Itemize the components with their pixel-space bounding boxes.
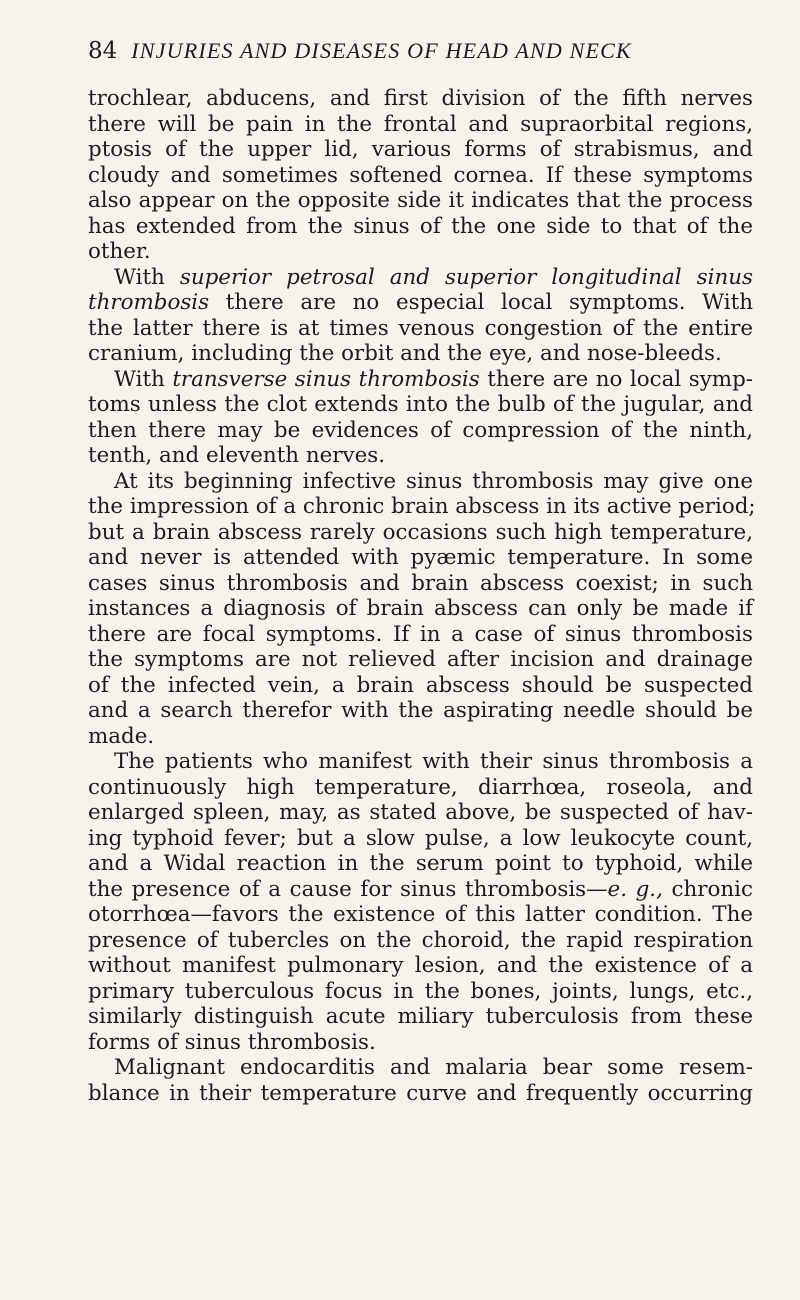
text-line: otorrhœa—favors the existence of this latter condition. The xyxy=(88,902,753,927)
text-line: the symptoms are not relieved after incision and drainage xyxy=(88,647,753,672)
text-line: ptosis of the upper lid, various forms of strabismus, and xyxy=(88,137,753,162)
text-line: blance in their temperature curve and frequently occurring xyxy=(88,1080,753,1106)
text-line: instances a diagnosis of brain abscess can only be made if xyxy=(88,596,753,621)
text-line: also appear on the opposite side it indicates that the process xyxy=(88,188,753,213)
text-run: With xyxy=(114,264,180,290)
running-head xyxy=(88,36,738,66)
paragraph-1 xyxy=(88,86,753,265)
text-line: of the infected vein, a brain abscess should be suspected xyxy=(88,672,753,698)
text-line: cases sinus thrombosis and brain abscess coexist; in such xyxy=(88,570,753,596)
text-line: ing typhoid fever; but a slow pulse, a low leukocyte count, xyxy=(88,825,753,851)
emphasis-text: e. g., xyxy=(607,876,663,902)
text-line: similarly distinguish acute miliary tuberculosis from these xyxy=(88,1004,753,1029)
paragraph-4 xyxy=(88,468,756,750)
text-line: At its beginning infective sinus thrombosis may give one xyxy=(114,468,753,494)
text-line: and never is attended with pyæmic temperature. In some xyxy=(88,545,753,570)
text-line: tenth, and eleventh nerves. xyxy=(88,443,386,468)
text-line: primary tuberculous focus in the bones, joints, lungs, etc., xyxy=(88,978,753,1004)
text-line xyxy=(88,290,753,316)
text-line: enlarged spleen, may, as stated above, be suspected of hav- xyxy=(88,800,753,825)
body-text xyxy=(88,86,756,1106)
text-line: Malignant endocarditis and malaria bear some resem- xyxy=(114,1055,753,1080)
text-line: without manifest pulmonary lesion, and the existence of a xyxy=(88,953,753,978)
text-line: but a brain abscess rarely occasions such high temperature, xyxy=(88,519,753,545)
text-line: there are focal symptoms. If in a case of sinus thrombosis xyxy=(88,621,753,647)
paragraph-2 xyxy=(88,265,753,367)
text-line xyxy=(88,877,753,903)
text-line: then there may be evidences of compression of the ninth, xyxy=(88,417,753,443)
paragraph-3 xyxy=(88,367,753,469)
text-run: there are no especial local symptoms. With xyxy=(209,290,753,315)
text-line: has extended from the sinus of the one side to that of the xyxy=(88,213,753,239)
emphasis-text: transverse sinus thrombosis xyxy=(172,366,480,392)
paragraph-6 xyxy=(88,1055,753,1106)
text-line: there will be pain in the frontal and supraorbital regions, xyxy=(88,111,753,137)
text-run: there are no local symp- xyxy=(479,366,753,392)
text-line: and a Widal reaction in the serum point to typhoid, while xyxy=(88,851,753,876)
text-run: chronic xyxy=(662,876,753,902)
page-number: 84 xyxy=(88,38,118,64)
text-line xyxy=(88,367,753,393)
text-run: the presence of a cause for sinus thrombosis— xyxy=(88,876,608,902)
text-line: the impression of a chronic brain abscess in its active period; xyxy=(88,494,756,519)
emphasis-text: superior petrosal and superior longitudinal sinus xyxy=(179,264,753,290)
text-line: the latter there is at times venous congestion of the entire xyxy=(88,315,753,341)
text-line: trochlear, abducens, and first division of the fifth nerves xyxy=(88,86,753,111)
text-line: The patients who manifest with their sinus thrombosis a xyxy=(114,749,753,774)
text-line: cloudy and sometimes softened cornea. If these symptoms xyxy=(88,162,753,188)
text-line: forms of sinus thrombosis. xyxy=(88,1029,376,1055)
text-line: and a search therefor with the aspirating needle should be xyxy=(88,698,753,723)
text-run: With xyxy=(114,366,173,392)
paragraph-5 xyxy=(88,749,753,1055)
emphasis-text: thrombosis xyxy=(88,290,210,315)
text-line: continuously high temperature, diarrhœa, roseola, and xyxy=(88,774,753,800)
running-title: INJURIES AND DISEASES OF HEAD AND NECK xyxy=(131,38,632,63)
text-line: made. xyxy=(88,723,155,749)
text-line: cranium, including the orbit and the eye, and nose-bleeds. xyxy=(88,341,722,366)
text-line: other. xyxy=(88,239,151,264)
text-line: presence of tubercles on the choroid, the rapid respiration xyxy=(88,927,753,953)
text-line xyxy=(88,265,753,291)
text-line: toms unless the clot extends into the bulb of the jugular, and xyxy=(88,392,753,417)
